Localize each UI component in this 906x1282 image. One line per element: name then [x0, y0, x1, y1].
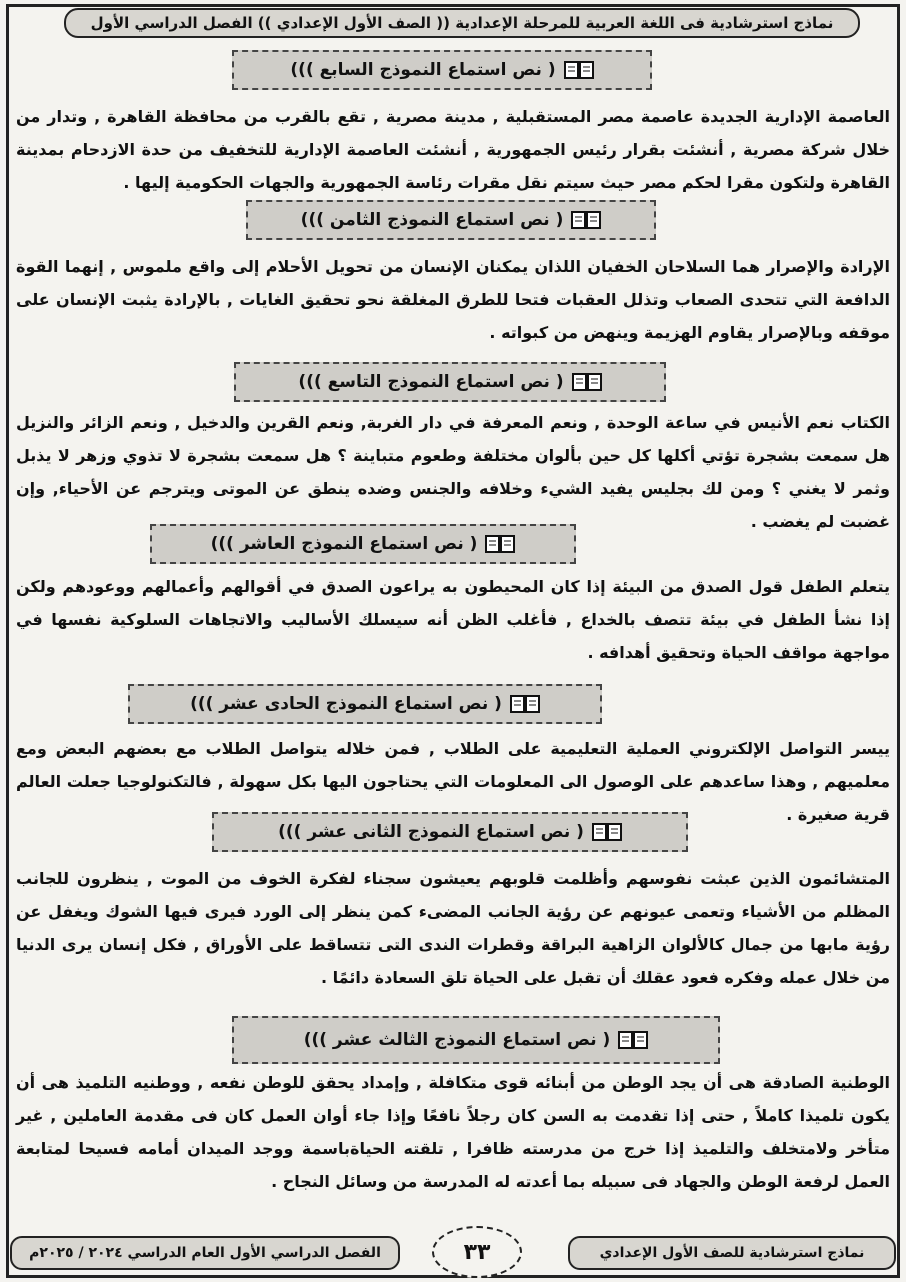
section-text-7: العاصمة الإدارية الجديدة عاصمة مصر المستقبلية , مدينة مصرية , تقع بالقرب من محافظة القاهرة , وتدار من خلال شركة مصرية , أنشئت بقرار رئيس الجمهورية , أنشئت العاصمة الإدارية للتخفيف من حدة الازدحام بمدينة القاهرة ولتكون مقرا لحكم مصر حيث سيتم نقل مقرات رئاسة الجمهورية والجهات الحكومية إليها . [16, 107, 890, 192]
section-text-12: المتشائمون الذين عبثت نفوسهم وأظلمت قلوبهم يعيشون سجناء لفكرة الخوف من الموت , ينظرون للجانب المظلم من الأشياء وتعمى عيونهم عن رؤية الجانب المضىء كمن ينظر إلى الورد فيرى فيها الشوك ويغفل عن رؤية مابها من جمال كالألوان الزاهية البراقة وقطرات الندى التى تتساقط على الأوراق , فكل إنسان يرى الدنيا من خلال عمله وفكره فعود عقلك أن تقبل على الحياة تلق السعادة دائمًا . [16, 869, 890, 987]
section-title-13 [232, 1016, 720, 1064]
section-text-9: الكتاب نعم الأنيس في ساعة الوحدة , ونعم المعرفة في دار الغربة, ونعم القرين والدخيل , ونعم الزائر والنزيل هل سمعت بشجرة تؤتي أكلها كل حين بألوان مختلفة وطعوم متباينة ؟ هل سمعت بشجرة لا تذوي وزهر لا يذبل وثمر لا يغني ؟ ومن لك بجليس يفيد الشيء وخلافه والجنس وضده ينطق عن الموتى ويترجم عن الأحياء, وإن غضبت لم يغضب . [16, 413, 890, 531]
section-text-13: الوطنية الصادقة هى أن يجد الوطن من أبنائه قوى متكافلة , وإمداد يحقق للوطن نفعه , ووطنيه التلميذ هى أن يكون تلميذا كاملاً , حتى إذا تقدمت به السن كان رجلاً نافعًا وإذا جاء أوان العمل كان فى مقدمة العاملين , غير متأخر ولامتخلف والتلميذ إذا خرج من مدرسته ظافرا , تلقته الحياةباسمة ووجد الميدان أمامه فسيحا لمتابعة العمل لرفعة الوطن والجهاد فى سبيله بما أعدته له المدرسة من وسائل النجاح . [16, 1073, 890, 1191]
section-title-7 [232, 50, 652, 90]
page-number: ٣٣ [432, 1226, 522, 1278]
section-title-label: ( نص استماع النموذج الثالث عشر ))) [303, 1030, 611, 1050]
section-title-label: ( نص استماع النموذج التاسع ))) [298, 372, 564, 392]
section-title-8 [246, 200, 656, 240]
section-title-label: ( نص استماع النموذج الحادى عشر ))) [190, 694, 502, 714]
section-text-10: يتعلم الطفل قول الصدق من البيئة إذا كان المحيطون به يراعون الصدق في أقوالهم وأعمالهم ووعودهم ولكن إذا نشأ الطفل في بيئة تتصف بالخداع , فأغلب الظن أنه سيسلك الأساليب والاتجاهات السلوكية نفسها في مواجهة مواقف الحياة وتحقيق أهدافه . [16, 577, 890, 662]
open-book-icon [571, 210, 601, 230]
open-book-icon [564, 60, 594, 80]
section-text-8: الإرادة والإصرار هما السلاحان الخفيان اللذان يمكنان الإنسان من تحويل الأحلام إلى واقع ملموس , إنهما القوة الدافعة التي تتحدى الصعاب وتذلل العقبات فتحا للطرق المغلقة نحو تحقيق الغايات , بالإرادة يثبت الإنسان على موقفه وبالإصرار يقاوم الهزيمة وينهض من كبواته . [16, 257, 890, 342]
page-header [64, 8, 860, 38]
footer-series-label: نماذج استرشادية للصف الأول الإعدادي [568, 1236, 896, 1270]
open-book-icon [592, 822, 622, 842]
open-book-icon [572, 372, 602, 392]
header-title: نماذج استرشادية فى اللغة العربية للمرحلة الإعدادية (( الصف الأول الإعدادي )) الفصل الدراسي الأول [90, 14, 834, 32]
section-title-10 [150, 524, 576, 564]
section-title-12 [212, 812, 688, 852]
open-book-icon [618, 1030, 648, 1050]
section-text-11: ييسر التواصل الإلكتروني العملية التعليمية على الطلاب , فمن خلاله يتواصل الطلاب مع بعضهم البعض ومع معلميهم , وهذا ساعدهم على الوصول الى المعلومات التي يحتاجون اليها بكل سهولة , فالتكنولوجيا جعلت العالم قرية صغيرة . [16, 739, 890, 824]
section-title-label: ( نص استماع النموذج السابع ))) [290, 60, 556, 80]
open-book-icon [485, 534, 515, 554]
open-book-icon [510, 694, 540, 714]
footer-term-label: الفصل الدراسي الأول العام الدراسي ٢٠٢٤ / ٢٠٢٥م [10, 1236, 400, 1270]
section-title-11 [128, 684, 602, 724]
section-title-label: ( نص استماع النموذج الثامن ))) [300, 210, 564, 230]
section-title-9 [234, 362, 666, 402]
section-title-label: ( نص استماع النموذج العاشر ))) [210, 534, 478, 554]
section-title-label: ( نص استماع النموذج الثانى عشر ))) [278, 822, 584, 842]
